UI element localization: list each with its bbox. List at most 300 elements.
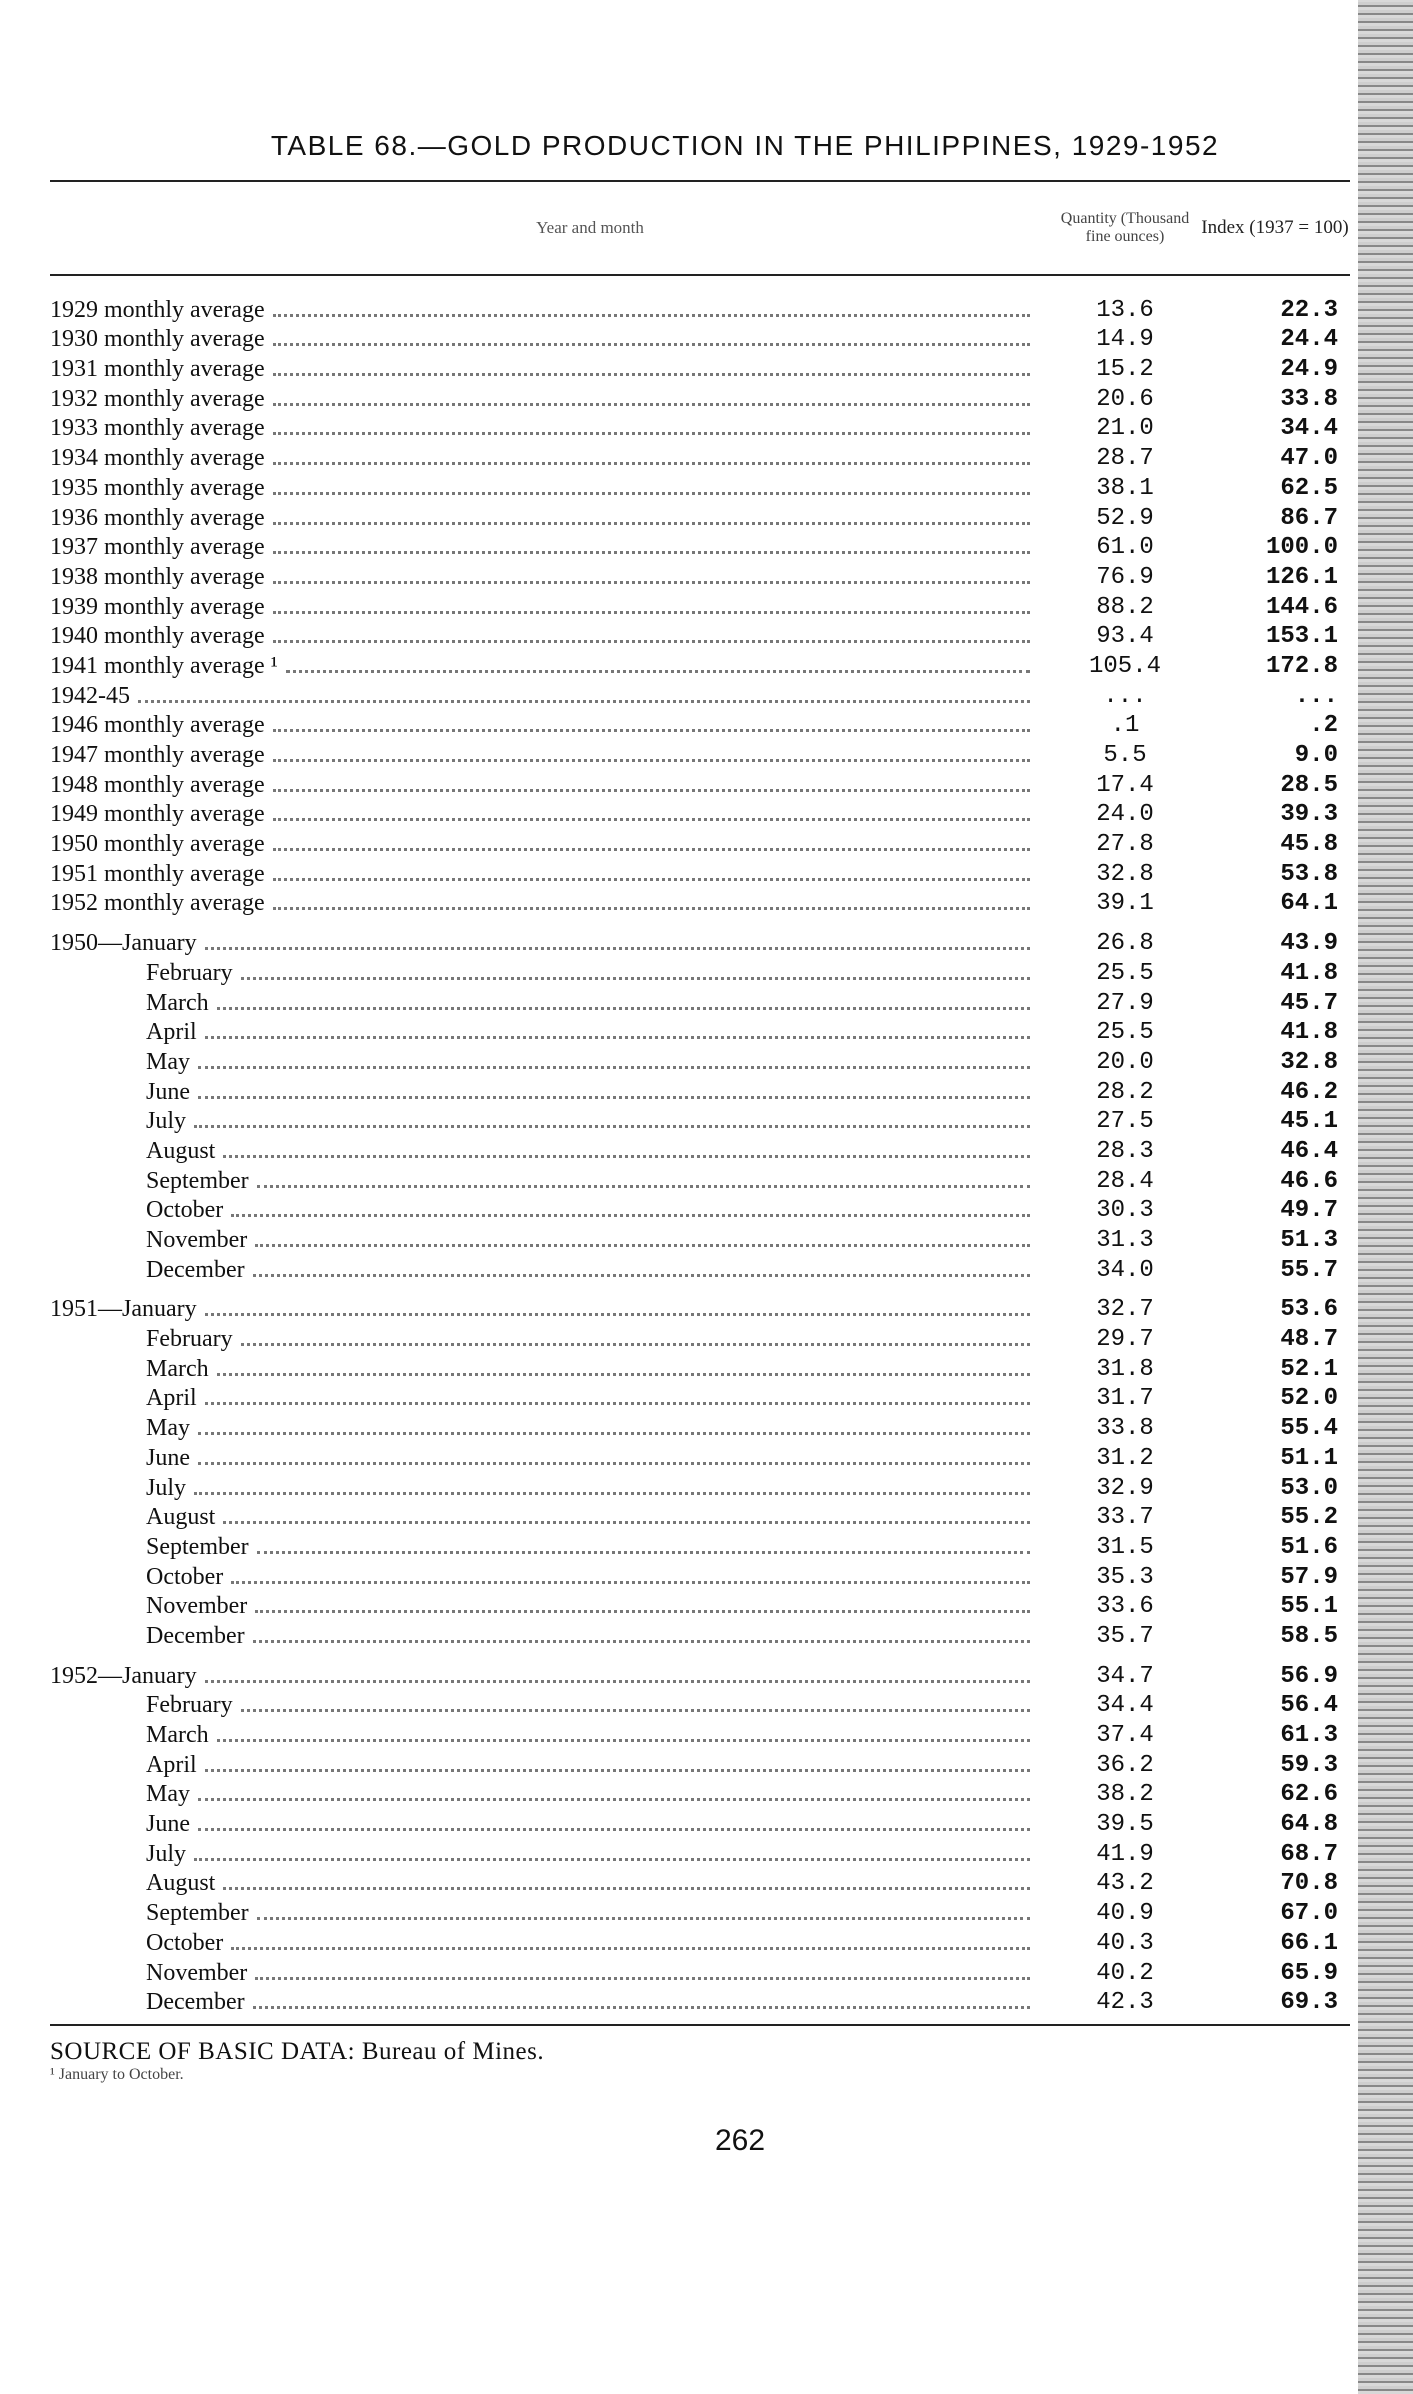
quantity-cell: 28.4 bbox=[1096, 1167, 1154, 1195]
index-cell: 144.6 bbox=[1265, 593, 1338, 621]
dot-leader bbox=[273, 848, 1030, 851]
table-row bbox=[50, 1927, 1350, 1957]
dot-leader bbox=[205, 1402, 1030, 1405]
dot-leader bbox=[217, 1007, 1030, 1010]
dot-leader bbox=[205, 1036, 1030, 1039]
dot-leader bbox=[257, 1185, 1030, 1188]
quantity-cell: 5.5 bbox=[1103, 742, 1147, 769]
index-cell: 45.8 bbox=[1280, 831, 1338, 859]
row-label-cell bbox=[50, 445, 1050, 472]
dot-leader bbox=[138, 700, 1030, 703]
index-cell: 59.3 bbox=[1280, 1751, 1338, 1779]
dot-leader bbox=[273, 373, 1030, 376]
index-cell: 24.4 bbox=[1280, 326, 1338, 354]
row-label: April bbox=[146, 1019, 197, 1046]
dot-leader bbox=[273, 432, 1030, 435]
dot-leader bbox=[273, 462, 1030, 465]
row-label: 1938 monthly average bbox=[50, 563, 265, 590]
quantity-cell: 34.4 bbox=[1096, 1692, 1154, 1720]
table-row bbox=[50, 1076, 1350, 1106]
row-label: May bbox=[146, 1781, 190, 1808]
quantity-cell: 31.7 bbox=[1096, 1385, 1154, 1413]
row-label-cell bbox=[50, 890, 1050, 917]
section-1951 bbox=[50, 1294, 1350, 1650]
dot-leader bbox=[273, 314, 1030, 317]
index-cell: 70.8 bbox=[1280, 1870, 1338, 1898]
row-label-cell bbox=[50, 1049, 1050, 1076]
row-label-cell bbox=[50, 1138, 1050, 1165]
index-cell: 55.4 bbox=[1280, 1415, 1338, 1443]
row-label-cell bbox=[50, 1960, 1050, 1987]
row-label: 1952 monthly average bbox=[50, 890, 265, 917]
footnote: ¹ January to October. bbox=[50, 2066, 184, 2084]
quantity-cell: 33.8 bbox=[1096, 1415, 1154, 1443]
row-label-cell bbox=[50, 1781, 1050, 1808]
dot-leader bbox=[253, 2006, 1030, 2009]
row-label-cell bbox=[50, 1504, 1050, 1531]
row-label-cell bbox=[50, 990, 1050, 1017]
quantity-cell: 88.2 bbox=[1096, 593, 1154, 621]
row-label: October bbox=[146, 1563, 224, 1590]
index-cell: 45.7 bbox=[1280, 989, 1338, 1017]
index-cell: 100.0 bbox=[1265, 534, 1338, 562]
row-label-cell bbox=[50, 1168, 1050, 1195]
row-label: July bbox=[146, 1108, 187, 1135]
quantity-cell: 29.7 bbox=[1096, 1326, 1154, 1354]
dot-leader bbox=[286, 670, 1030, 673]
table-row bbox=[50, 710, 1350, 740]
dot-leader bbox=[253, 1274, 1030, 1277]
header-quantity: Quantity (Thousand fine ounces) bbox=[1060, 210, 1190, 245]
table-row bbox=[50, 1383, 1350, 1413]
index-cell: 65.9 bbox=[1280, 1959, 1338, 1987]
row-label: November bbox=[146, 1593, 248, 1620]
row-label-cell bbox=[50, 1623, 1050, 1650]
dot-leader bbox=[194, 1125, 1030, 1128]
table-row bbox=[50, 1323, 1350, 1353]
row-label: August bbox=[146, 1870, 216, 1897]
table-row bbox=[50, 442, 1350, 472]
quantity-cell: 32.7 bbox=[1096, 1296, 1154, 1324]
row-label-cell bbox=[50, 1385, 1050, 1412]
table-row bbox=[50, 1957, 1350, 1987]
row-label-cell bbox=[50, 1296, 1050, 1323]
table-title: TABLE 68.—GOLD PRODUCTION IN THE PHILIPPINES, 1929-1952 bbox=[270, 130, 1220, 161]
row-label: 1936 monthly average bbox=[50, 504, 265, 531]
quantity-cell: 21.0 bbox=[1096, 415, 1154, 443]
table-row bbox=[50, 1502, 1350, 1532]
row-label: 1942-45 bbox=[50, 682, 130, 709]
index-cell: 68.7 bbox=[1280, 1840, 1338, 1868]
table-row bbox=[50, 769, 1350, 799]
row-label: April bbox=[146, 1751, 197, 1778]
quantity-cell: 20.6 bbox=[1096, 385, 1154, 413]
dot-leader bbox=[255, 1244, 1030, 1247]
row-label-cell bbox=[50, 960, 1050, 987]
row-label: 1949 monthly average bbox=[50, 801, 265, 828]
quantity-cell: 31.5 bbox=[1096, 1533, 1154, 1561]
table-row bbox=[50, 1442, 1350, 1472]
row-label: September bbox=[146, 1533, 249, 1560]
table-row bbox=[50, 1224, 1350, 1254]
row-label-cell bbox=[50, 653, 1050, 680]
header-index: Index (1937 = 100) bbox=[1201, 217, 1349, 238]
quantity-cell: 93.4 bbox=[1096, 623, 1154, 651]
row-label-cell bbox=[50, 1663, 1050, 1690]
quantity-cell: 33.7 bbox=[1096, 1504, 1154, 1532]
dot-leader bbox=[253, 1640, 1030, 1643]
row-label-cell bbox=[50, 594, 1050, 621]
row-label: 1951—January bbox=[50, 1296, 197, 1323]
table-row bbox=[50, 1660, 1350, 1690]
index-cell: 39.3 bbox=[1280, 801, 1338, 829]
row-label: June bbox=[146, 1811, 190, 1838]
dot-leader bbox=[257, 1917, 1030, 1920]
dot-leader bbox=[273, 403, 1030, 406]
table-row bbox=[50, 650, 1350, 680]
quantity-cell: 41.9 bbox=[1096, 1840, 1154, 1868]
index-cell: 34.4 bbox=[1280, 415, 1338, 443]
quantity-cell: 17.4 bbox=[1096, 771, 1154, 799]
quantity-cell: 27.9 bbox=[1096, 989, 1154, 1017]
table-row bbox=[50, 383, 1350, 413]
row-label: October bbox=[146, 1929, 224, 1956]
index-cell: 53.6 bbox=[1280, 1296, 1338, 1324]
row-label: August bbox=[146, 1504, 216, 1531]
table-row bbox=[50, 957, 1350, 987]
dot-leader bbox=[217, 1739, 1030, 1742]
row-label-cell bbox=[50, 930, 1050, 957]
row-label-cell bbox=[50, 772, 1050, 799]
dot-leader bbox=[205, 1769, 1030, 1772]
dot-leader bbox=[194, 1858, 1030, 1861]
quantity-cell: 38.1 bbox=[1096, 474, 1154, 502]
row-label: 1932 monthly average bbox=[50, 385, 265, 412]
row-label-cell bbox=[50, 1534, 1050, 1561]
row-label-cell bbox=[50, 1108, 1050, 1135]
row-label-cell bbox=[50, 1079, 1050, 1106]
dot-leader bbox=[255, 1610, 1030, 1613]
row-label: 1930 monthly average bbox=[50, 326, 265, 353]
index-cell: 64.1 bbox=[1280, 890, 1338, 918]
row-label: August bbox=[146, 1137, 216, 1164]
row-label-cell bbox=[50, 1870, 1050, 1897]
index-cell: 46.2 bbox=[1280, 1078, 1338, 1106]
table-row bbox=[50, 1620, 1350, 1650]
dot-leader bbox=[273, 729, 1030, 732]
table-row bbox=[50, 1017, 1350, 1047]
table-row bbox=[50, 472, 1350, 502]
row-label: 1952—January bbox=[50, 1662, 197, 1689]
row-label: May bbox=[146, 1415, 190, 1442]
dot-leader bbox=[273, 640, 1030, 643]
row-label-cell bbox=[50, 801, 1050, 828]
quantity-cell: 31.3 bbox=[1096, 1227, 1154, 1254]
table-page bbox=[50, 130, 1350, 2158]
row-label: 1934 monthly average bbox=[50, 445, 265, 472]
quantity-cell: 28.3 bbox=[1096, 1137, 1154, 1165]
index-cell: 55.1 bbox=[1280, 1593, 1338, 1621]
row-label: December bbox=[146, 1622, 245, 1649]
quantity-cell: 32.8 bbox=[1096, 860, 1154, 888]
dot-leader bbox=[273, 581, 1030, 584]
quantity-cell: 38.2 bbox=[1096, 1781, 1154, 1809]
row-label-cell bbox=[50, 1900, 1050, 1927]
dot-leader bbox=[255, 1977, 1030, 1980]
dot-leader bbox=[198, 1462, 1030, 1465]
dot-leader bbox=[223, 1521, 1030, 1524]
quantity-cell: 105.4 bbox=[1088, 652, 1161, 680]
index-cell: 49.7 bbox=[1280, 1197, 1338, 1225]
dot-leader bbox=[205, 947, 1030, 950]
dot-leader bbox=[257, 1551, 1030, 1554]
row-label-cell bbox=[50, 742, 1050, 769]
row-label-cell bbox=[50, 1841, 1050, 1868]
table-row bbox=[50, 1046, 1350, 1076]
quantity-cell: 40.2 bbox=[1096, 1959, 1154, 1987]
row-label-cell bbox=[50, 564, 1050, 591]
quantity-cell: 31.2 bbox=[1096, 1444, 1154, 1472]
table-row bbox=[50, 927, 1350, 957]
row-label-cell bbox=[50, 356, 1050, 383]
row-label-cell bbox=[50, 326, 1050, 353]
table-row bbox=[50, 858, 1350, 888]
row-label-cell bbox=[50, 1752, 1050, 1779]
row-label: June bbox=[146, 1078, 190, 1105]
quantity-cell: 34.7 bbox=[1096, 1662, 1154, 1690]
dot-leader bbox=[273, 492, 1030, 495]
quantity-cell: 43.2 bbox=[1096, 1870, 1154, 1898]
table-row bbox=[50, 1254, 1350, 1284]
index-cell: 57.9 bbox=[1280, 1563, 1338, 1591]
quantity-cell: 32.9 bbox=[1096, 1474, 1154, 1502]
row-label: 1946 monthly average bbox=[50, 712, 265, 739]
table-row bbox=[50, 1472, 1350, 1502]
table-row bbox=[50, 1412, 1350, 1442]
dot-leader bbox=[241, 1709, 1030, 1712]
row-label-cell bbox=[50, 415, 1050, 442]
index-cell: 53.8 bbox=[1280, 860, 1338, 888]
index-cell: 64.8 bbox=[1280, 1811, 1338, 1839]
table-row bbox=[50, 987, 1350, 1017]
row-label-cell bbox=[50, 1475, 1050, 1502]
table-row bbox=[50, 324, 1350, 354]
table-row bbox=[50, 1195, 1350, 1225]
row-label-cell bbox=[50, 1356, 1050, 1383]
row-label-cell bbox=[50, 831, 1050, 858]
index-cell: 28.5 bbox=[1280, 771, 1338, 799]
table-row bbox=[50, 502, 1350, 532]
row-label-cell bbox=[50, 1722, 1050, 1749]
index-cell: 55.2 bbox=[1280, 1504, 1338, 1532]
index-cell: 48.7 bbox=[1280, 1326, 1338, 1354]
row-label: November bbox=[146, 1227, 248, 1253]
index-cell: 52.1 bbox=[1280, 1355, 1338, 1383]
index-cell: 22.3 bbox=[1280, 296, 1338, 324]
quantity-cell: 42.3 bbox=[1096, 1989, 1154, 2017]
table-row bbox=[50, 591, 1350, 621]
quantity-cell: ... bbox=[1103, 682, 1147, 710]
table-row bbox=[50, 621, 1350, 651]
table-row bbox=[50, 1106, 1350, 1136]
index-cell: 66.1 bbox=[1280, 1929, 1338, 1957]
row-label: February bbox=[146, 959, 233, 986]
row-label: 1950—January bbox=[50, 930, 197, 957]
annual-section bbox=[50, 294, 1350, 917]
table-header bbox=[50, 182, 1350, 274]
quantity-cell: 61.0 bbox=[1096, 534, 1154, 562]
row-label-cell bbox=[50, 386, 1050, 413]
quantity-cell: 15.2 bbox=[1096, 356, 1154, 384]
index-cell: 32.8 bbox=[1280, 1048, 1338, 1076]
row-label-cell bbox=[50, 1227, 1050, 1254]
table-row bbox=[50, 1719, 1350, 1749]
dot-leader bbox=[273, 759, 1030, 762]
dot-leader bbox=[217, 1373, 1030, 1376]
row-label: 1947 monthly average bbox=[50, 742, 265, 768]
row-label-cell bbox=[50, 623, 1050, 650]
table-row bbox=[50, 1897, 1350, 1927]
index-cell: 43.9 bbox=[1280, 930, 1338, 958]
row-label: 1937 monthly average bbox=[50, 534, 265, 561]
table-row bbox=[50, 1987, 1350, 2017]
dot-leader bbox=[198, 1432, 1030, 1435]
table-row bbox=[50, 1808, 1350, 1838]
index-cell: 24.9 bbox=[1280, 356, 1338, 384]
section-1952 bbox=[50, 1660, 1350, 2016]
dot-leader bbox=[198, 1066, 1030, 1069]
row-label: 1929 monthly average bbox=[50, 296, 265, 323]
dot-leader bbox=[198, 1798, 1030, 1801]
section-1950 bbox=[50, 927, 1350, 1283]
row-label: July bbox=[146, 1474, 187, 1501]
row-label: February bbox=[146, 1326, 233, 1353]
quantity-cell: 52.9 bbox=[1096, 504, 1154, 532]
quantity-cell: 39.5 bbox=[1096, 1811, 1154, 1839]
row-label-cell bbox=[50, 712, 1050, 739]
index-cell: 86.7 bbox=[1280, 504, 1338, 532]
index-cell: 47.0 bbox=[1280, 445, 1338, 473]
quantity-cell: 24.0 bbox=[1096, 801, 1154, 829]
quantity-cell: 28.2 bbox=[1096, 1078, 1154, 1106]
row-label: 1948 monthly average bbox=[50, 771, 265, 798]
quantity-cell: 39.1 bbox=[1096, 890, 1154, 918]
table-row bbox=[50, 1165, 1350, 1195]
table-row bbox=[50, 828, 1350, 858]
row-label-cell bbox=[50, 1197, 1050, 1224]
dot-leader bbox=[194, 1492, 1030, 1495]
dot-leader bbox=[198, 1096, 1030, 1099]
index-cell: 52.0 bbox=[1280, 1385, 1338, 1413]
row-label: March bbox=[146, 1722, 209, 1748]
row-label: 1941 monthly average ¹ bbox=[50, 652, 278, 679]
row-label: September bbox=[146, 1167, 249, 1194]
bottom-rule bbox=[50, 2024, 1350, 2026]
row-label-cell bbox=[50, 1564, 1050, 1591]
dot-leader bbox=[273, 343, 1030, 346]
quantity-cell: 27.5 bbox=[1096, 1108, 1154, 1136]
row-label: November bbox=[146, 1959, 248, 1986]
index-cell: 46.4 bbox=[1280, 1137, 1338, 1165]
index-cell: 61.3 bbox=[1280, 1722, 1338, 1749]
dot-leader bbox=[205, 1680, 1030, 1683]
table-row bbox=[50, 353, 1350, 383]
dot-leader bbox=[231, 1214, 1030, 1217]
table-row bbox=[50, 1561, 1350, 1591]
row-label: June bbox=[146, 1444, 190, 1471]
table-row bbox=[50, 1749, 1350, 1779]
dot-leader bbox=[231, 1947, 1030, 1950]
row-label-cell bbox=[50, 1257, 1050, 1284]
row-label-cell bbox=[50, 1326, 1050, 1353]
table-row bbox=[50, 799, 1350, 829]
table-row bbox=[50, 1868, 1350, 1898]
row-label: 1935 monthly average bbox=[50, 474, 265, 501]
quantity-cell: 25.5 bbox=[1096, 959, 1154, 987]
dot-leader bbox=[205, 1313, 1030, 1316]
dot-leader bbox=[223, 1155, 1030, 1158]
row-label: March bbox=[146, 989, 209, 1016]
row-label-cell bbox=[50, 1593, 1050, 1620]
table-row bbox=[50, 1531, 1350, 1561]
index-cell: 172.8 bbox=[1265, 652, 1338, 680]
index-cell: 58.5 bbox=[1280, 1622, 1338, 1650]
row-label: February bbox=[146, 1692, 233, 1719]
table-row bbox=[50, 1294, 1350, 1324]
row-label-cell bbox=[50, 297, 1050, 324]
table-row bbox=[50, 294, 1350, 324]
quantity-cell: 25.5 bbox=[1096, 1019, 1154, 1047]
quantity-cell: 37.4 bbox=[1096, 1722, 1154, 1749]
table-body bbox=[50, 294, 1350, 2016]
row-label: July bbox=[146, 1840, 187, 1867]
index-cell: 41.8 bbox=[1280, 959, 1338, 987]
quantity-cell: 40.3 bbox=[1096, 1929, 1154, 1957]
row-label: 1939 monthly average bbox=[50, 593, 265, 620]
quantity-cell: 20.0 bbox=[1096, 1048, 1154, 1076]
table-row bbox=[50, 1135, 1350, 1165]
index-cell: 51.6 bbox=[1280, 1533, 1338, 1561]
table-row bbox=[50, 532, 1350, 562]
quantity-cell: 36.2 bbox=[1096, 1751, 1154, 1779]
dot-leader bbox=[273, 522, 1030, 525]
row-label: April bbox=[146, 1385, 197, 1412]
row-label: 1951 monthly average bbox=[50, 860, 265, 887]
row-label: December bbox=[146, 1989, 245, 2016]
row-label: March bbox=[146, 1355, 209, 1382]
index-cell: 153.1 bbox=[1265, 623, 1338, 651]
header-year-month: Year and month bbox=[536, 218, 644, 237]
dot-leader bbox=[241, 1343, 1030, 1346]
index-cell: 9.0 bbox=[1294, 742, 1338, 769]
quantity-cell: 31.8 bbox=[1096, 1355, 1154, 1383]
row-label: October bbox=[146, 1197, 224, 1224]
table-row bbox=[50, 1591, 1350, 1621]
row-label: September bbox=[146, 1900, 249, 1927]
dot-leader bbox=[198, 1828, 1030, 1831]
index-cell: 51.1 bbox=[1280, 1444, 1338, 1472]
row-label: 1931 monthly average bbox=[50, 356, 265, 383]
index-cell: 126.1 bbox=[1265, 563, 1338, 591]
dot-leader bbox=[223, 1887, 1030, 1890]
table-row bbox=[50, 413, 1350, 443]
quantity-cell: 34.0 bbox=[1096, 1256, 1154, 1284]
header-rule bbox=[50, 274, 1350, 276]
dot-leader bbox=[273, 551, 1030, 554]
quantity-cell: 35.3 bbox=[1096, 1563, 1154, 1591]
dot-leader bbox=[241, 977, 1030, 980]
row-label-cell bbox=[50, 683, 1050, 710]
